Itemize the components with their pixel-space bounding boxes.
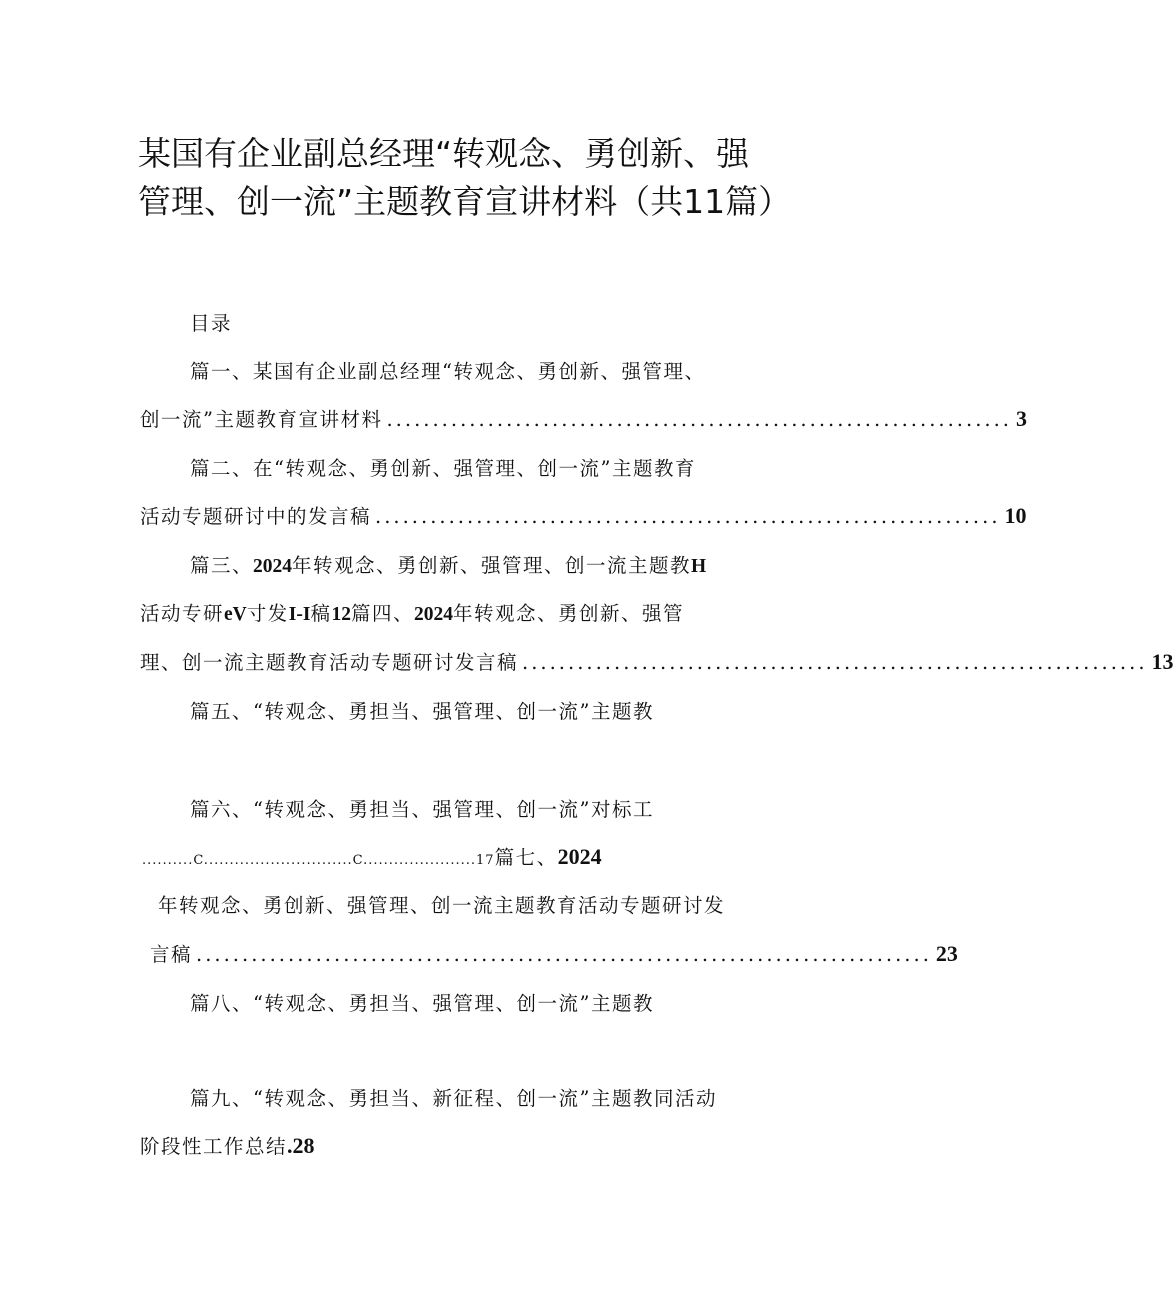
toc-entry-3-text: 年转观念、勇创新、强管理、创一流主题教 bbox=[292, 554, 692, 577]
toc-entry-9-page: .28 bbox=[287, 1133, 315, 1158]
toc-entry-3-text-b: 寸发 bbox=[246, 602, 289, 625]
toc-entry-2-line-2[interactable] bbox=[140, 501, 1027, 529]
toc-entry-3-text-c: 稿 bbox=[310, 602, 332, 625]
toc-entry-3-prefix: 篇三、 bbox=[190, 554, 254, 577]
toc-entry-3-page: 12 bbox=[331, 604, 351, 625]
toc-entry-4-text-end: 理、创一流主题教育活动专题研讨发言稿 bbox=[140, 651, 519, 674]
toc-entry-6-dots: ..........C.............................C......................17 bbox=[142, 853, 495, 868]
toc-entry-1-page: 3 bbox=[1015, 406, 1027, 431]
document-title: 某国有企业副总经理“转观念、勇创新、强管理、创一流”主题教育宣讲材料（共11篇） bbox=[138, 134, 792, 221]
toc-entry-2-text: 活动专题研讨中的发言稿 bbox=[140, 505, 372, 528]
toc-entry-7-page: 23 bbox=[935, 941, 958, 966]
toc-entry-3-artifact-b: I-I bbox=[288, 604, 311, 625]
toc-entry-4-page: 13 bbox=[1151, 649, 1174, 674]
toc-entry-1-text: 创一流”主题教育宣讲材料 bbox=[140, 408, 383, 431]
toc-entry-3-line-1[interactable] bbox=[190, 550, 706, 578]
toc-entry-6-line-2[interactable] bbox=[142, 842, 602, 870]
toc-entry-4-year: 2024 bbox=[413, 604, 453, 625]
toc-entry-7-line-3[interactable] bbox=[150, 939, 958, 967]
toc-entry-1-line-2[interactable] bbox=[140, 404, 1027, 432]
toc-entry-7-year: 2024 bbox=[557, 844, 602, 869]
toc-entry-7-text-end: 言稿 bbox=[150, 943, 193, 966]
toc-entry-9-line-1[interactable]: 篇九、“转观念、勇担当、新征程、创一流”主题教同活动 bbox=[190, 1087, 717, 1110]
leader-dots: .................................................................... bbox=[522, 651, 1148, 674]
toc-entry-9-line-2[interactable] bbox=[140, 1131, 315, 1159]
leader-dots: ................................................................................ bbox=[196, 943, 932, 966]
toc-entry-1-line-1[interactable]: 篇一、某国有企业副总经理“转观念、勇创新、强管理、 bbox=[190, 360, 706, 383]
toc-entry-6-line-1[interactable]: 篇六、“转观念、勇担当、强管理、创一流”对标工 bbox=[190, 798, 654, 821]
toc-entry-4-text: 年转观念、勇创新、强管 bbox=[452, 602, 684, 625]
toc-entry-5-line-1[interactable]: 篇五、“转观念、勇担当、强管理、创一流”主题教 bbox=[190, 700, 654, 723]
toc-entry-3-artifact-a: eV bbox=[224, 604, 247, 625]
toc-entry-7-prefix: 篇七、 bbox=[494, 846, 558, 869]
toc-entry-2-line-1[interactable]: 篇二、在“转观念、勇创新、强管理、创一流”主题教育 bbox=[190, 457, 696, 480]
toc-entry-2-page: 10 bbox=[1004, 503, 1027, 528]
toc-entry-3-artifact: H bbox=[691, 556, 707, 577]
toc-entry-3-text-a: 活动专研 bbox=[140, 602, 225, 625]
toc-entry-3-year: 2024 bbox=[253, 556, 293, 577]
leader-dots: .................................................................... bbox=[375, 505, 1001, 528]
toc-entry-4-prefix: 篇四、 bbox=[350, 602, 414, 625]
toc-entry-8-line-1[interactable]: 篇八、“转观念、勇担当、强管理、创一流”主题教 bbox=[190, 992, 654, 1015]
toc-entry-7-line-2[interactable]: 年转观念、勇创新、强管理、创一流主题教育活动专题研讨发 bbox=[158, 894, 726, 917]
toc-heading: 目录 bbox=[190, 312, 233, 335]
leader-dots: .................................................................... bbox=[386, 408, 1012, 431]
toc-entry-9-text: 阶段性工作总结 bbox=[140, 1135, 288, 1158]
toc-entry-3-line-2[interactable] bbox=[140, 598, 684, 626]
toc-entry-4-line-3[interactable] bbox=[140, 647, 1174, 675]
